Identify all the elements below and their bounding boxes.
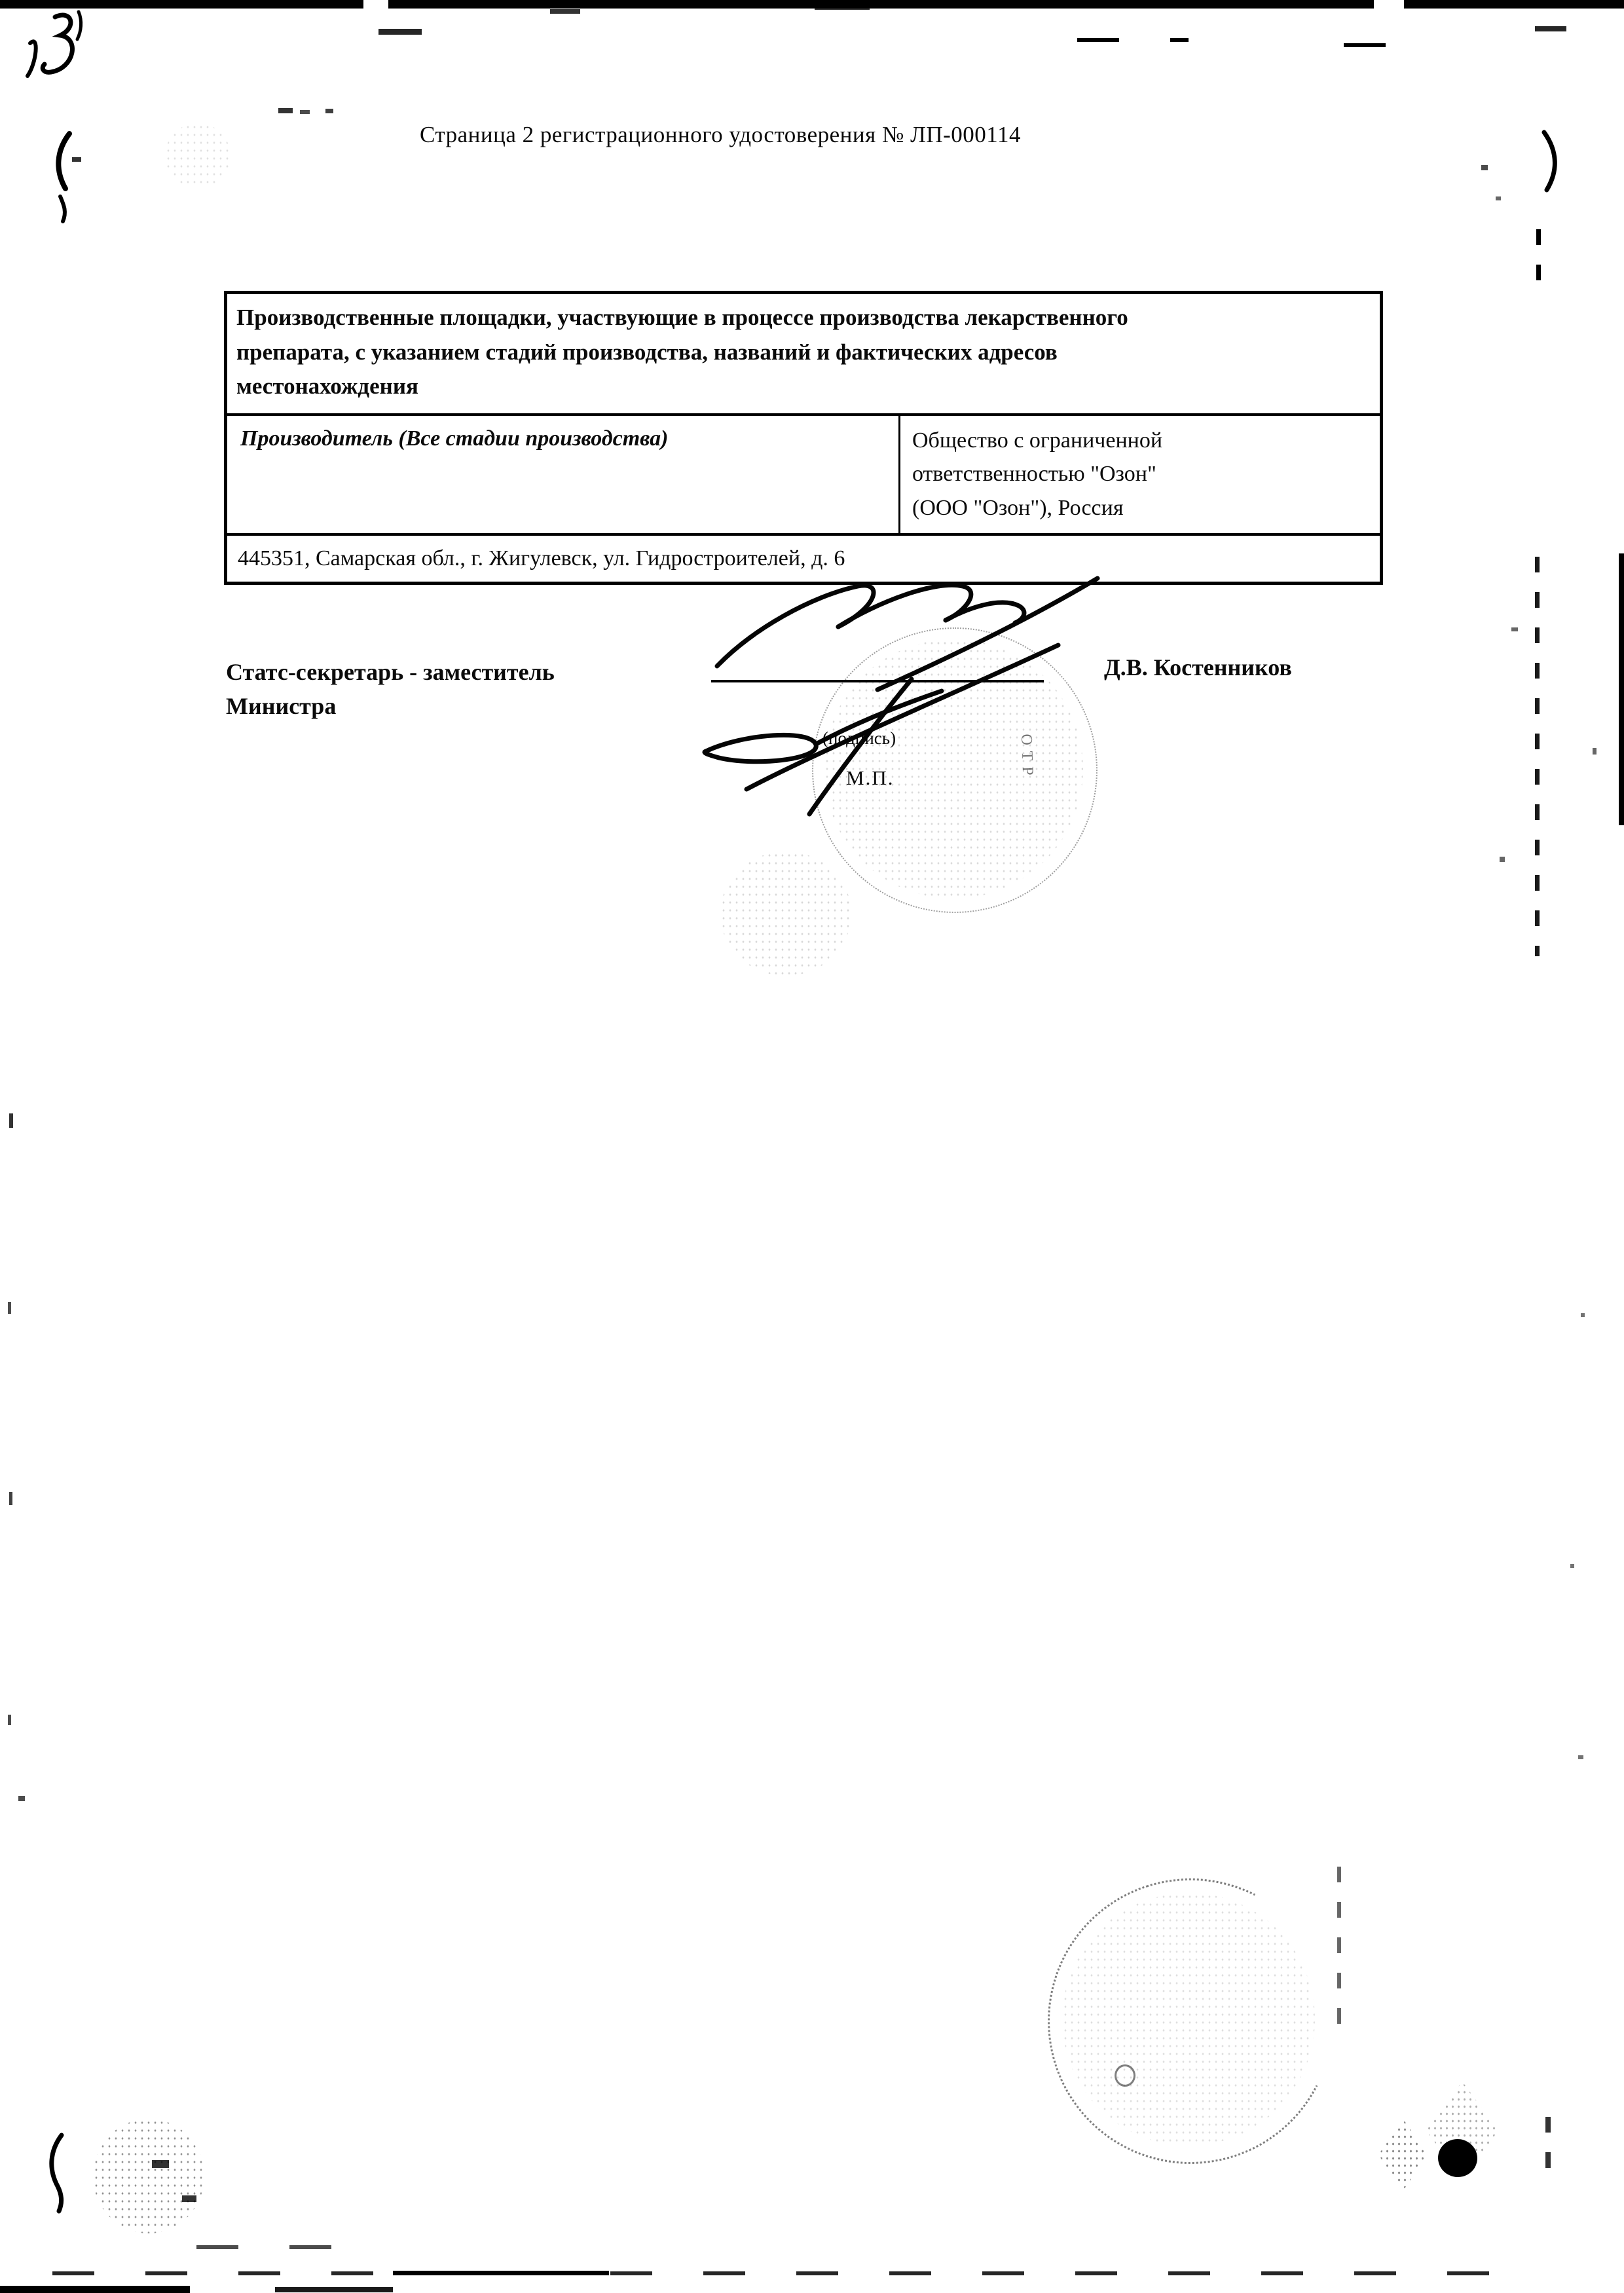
scan-noise: [1578, 1755, 1583, 1759]
scan-noise: [72, 157, 81, 162]
scan-edge-bottom: [0, 2286, 190, 2293]
scan-bracket-left: [46, 2134, 72, 2219]
scan-noise: [393, 2271, 609, 2275]
producer-value-line: Общество с ограниченной: [912, 428, 1163, 453]
handwritten-corner-mark: [14, 5, 106, 103]
scan-bracket-right: [1538, 131, 1564, 229]
scan-noise: [9, 1113, 13, 1128]
scan-noise: [1500, 857, 1505, 862]
scan-noise: [1593, 748, 1596, 755]
table-header-line: Производственные площадки, участвующие в процессе производства лекарственного: [236, 305, 1128, 330]
table-row: [227, 416, 1380, 536]
stamp-ghost-detail: [1115, 2064, 1135, 2087]
table-header-line: местонахождения: [236, 373, 418, 399]
official-stamp-texture: [824, 639, 1083, 899]
scan-edge-gap: [1374, 0, 1404, 9]
scan-noise: [378, 29, 422, 35]
scan-noise: [9, 1492, 12, 1505]
scan-noise: [8, 1715, 11, 1725]
scan-noise-column: [1337, 1867, 1341, 2024]
scan-noise-column: [1545, 2117, 1551, 2188]
scan-noise: [1344, 43, 1422, 47]
stamp-ghost-texture: [1062, 1893, 1315, 2146]
address-cell: 445351, Самарская обл., г. Жигулевск, ул. Гидростроителей, д. 6: [238, 546, 845, 570]
scan-edge-gap: [363, 0, 388, 9]
scan-noise: [815, 5, 870, 10]
producer-value-line: ответственностью "Озон": [912, 462, 1156, 487]
scan-noise: [550, 9, 580, 14]
scan-noise: [1496, 196, 1501, 200]
producer-value-line: (ООО "Озон"), Россия: [912, 495, 1124, 520]
producer-value-cell: [900, 416, 1380, 533]
scan-noise: [1077, 38, 1189, 42]
scan-noise-column: [1535, 557, 1540, 956]
stamp-ghost: [165, 123, 231, 189]
scan-noise: [18, 1796, 25, 1801]
signatory-position: Статс-секретарь - заместитель Министра: [226, 659, 555, 720]
seal-placeholder-label: М.П.: [846, 766, 895, 789]
scan-noise: [1481, 165, 1488, 170]
stamp-text-fragment: ОТР: [1018, 734, 1037, 782]
stamp-ghost: [720, 851, 851, 976]
scan-noise: [325, 109, 333, 113]
scan-smudge: [1378, 2119, 1428, 2191]
scan-noise: [278, 108, 293, 113]
signature-caption: (подпись): [822, 728, 896, 748]
scan-noise: [1581, 1313, 1585, 1317]
scan-edge-bottom-dashes: [52, 2271, 1506, 2275]
scan-noise: [1511, 627, 1518, 631]
scan-bracket-left: [52, 132, 79, 231]
scan-edge-bottom: [275, 2287, 393, 2292]
scan-smudge: [93, 2119, 204, 2233]
scan-edge-right: [1619, 553, 1624, 825]
scan-noise: [1535, 26, 1566, 31]
scan-noise: [1536, 229, 1541, 288]
producer-label-cell: Производитель (Все стадии производства): [227, 416, 900, 533]
scan-noise: [300, 110, 310, 114]
table-header-cell: [227, 294, 1380, 416]
scan-noise: [152, 2160, 169, 2168]
scan-noise: [8, 1302, 11, 1314]
page-title: Страница 2 регистрационного удостоверения № ЛП-000114: [420, 122, 1021, 147]
signatory-name: Д.В. Костенников: [1104, 654, 1292, 680]
scan-noise: [182, 2195, 196, 2202]
table-header-line: препарата, с указанием стадий производства, названий и фактических адресов: [236, 339, 1058, 365]
production-sites-table: [224, 291, 1383, 585]
scan-noise: [196, 2245, 341, 2249]
scan-noise: [1570, 1564, 1574, 1568]
